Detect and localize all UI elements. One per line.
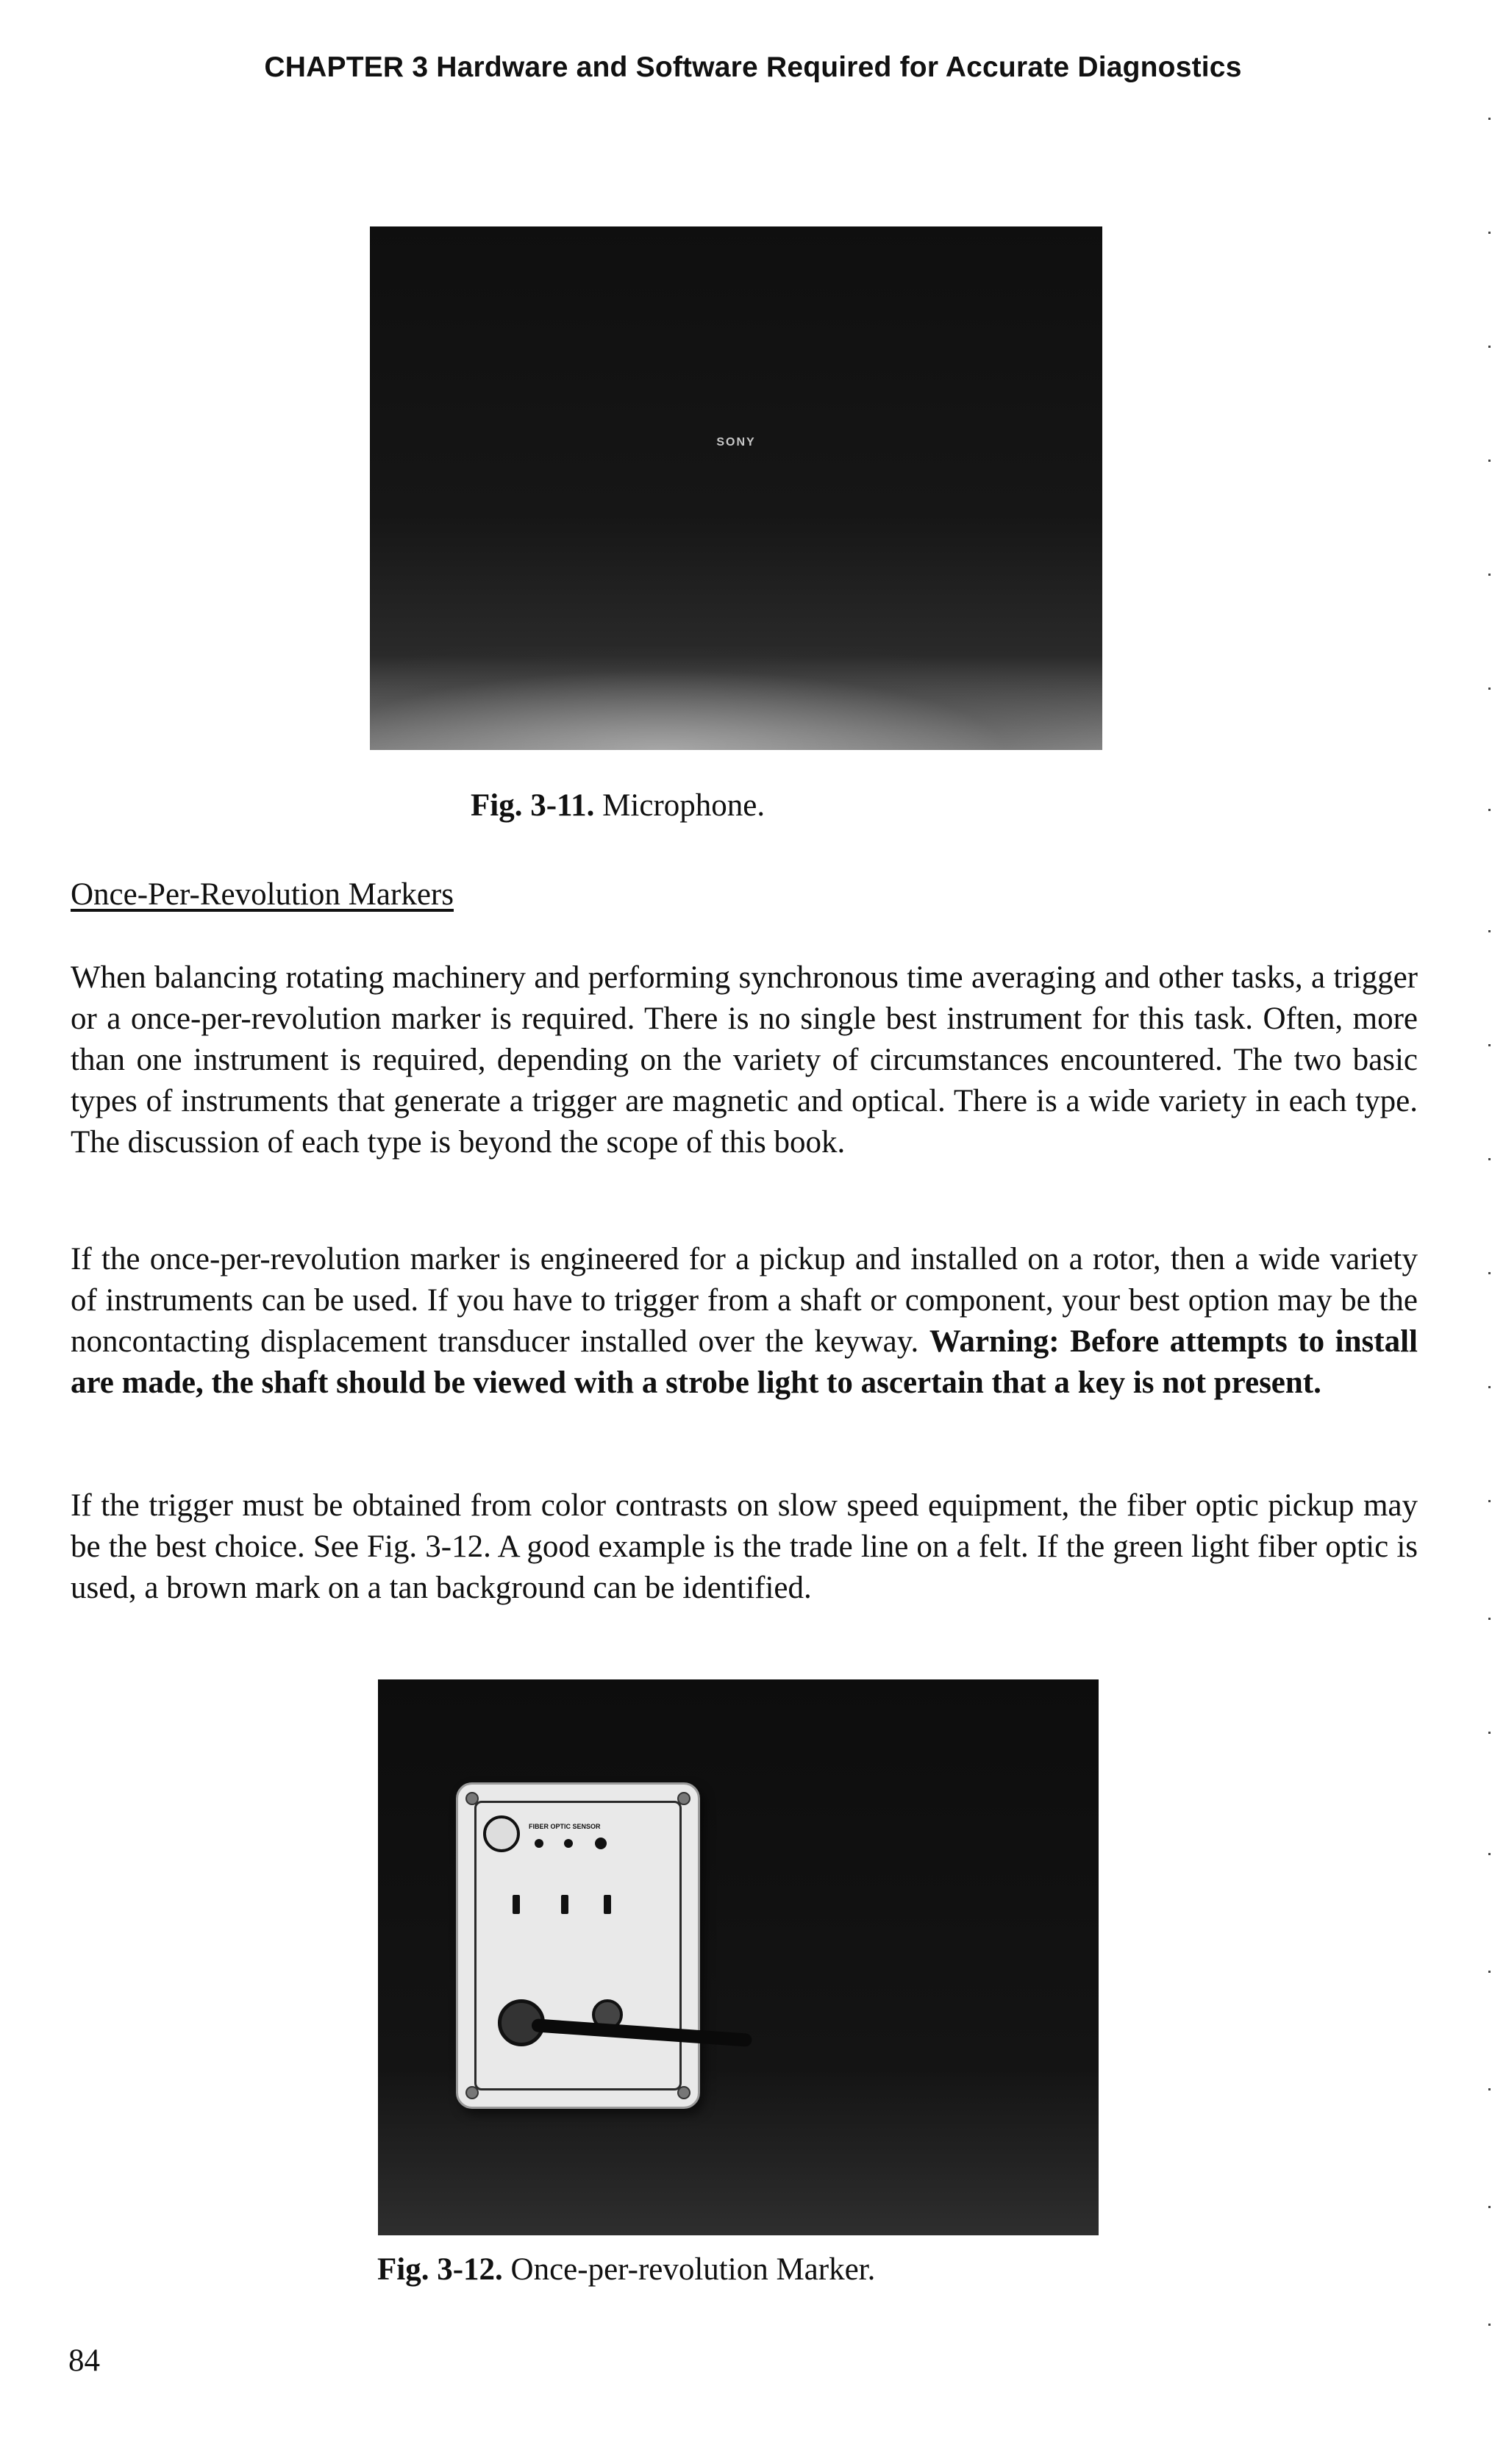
sensor-panel-title: FIBER OPTIC SENSOR <box>529 1823 601 1830</box>
figure-11-caption <box>471 788 765 824</box>
margin-mark <box>1488 1500 1491 1502</box>
sensor-panel <box>456 1782 700 2109</box>
microphone-photo <box>370 226 1102 750</box>
indicator-led-icon <box>564 1839 573 1848</box>
margin-mark <box>1488 346 1491 348</box>
toggle-switch-icon <box>513 1895 520 1914</box>
margin-mark <box>1488 1158 1491 1160</box>
figure-12-caption <box>377 2251 875 2288</box>
screw-icon <box>677 1792 690 1805</box>
paragraph-3: If the trigger must be obtained from color contrasts on slow speed equipment, the fiber optic pickup may be the best choice. See Fig. 3-12. A good example is the trade line on a felt. If the green light fiber optic is used, a brown mark on a tan background can be identified. <box>71 1488 1418 1605</box>
margin-mark <box>1488 1853 1491 1855</box>
indicator-led-icon <box>535 1839 543 1848</box>
fiber-optic-sensor-photo <box>378 1679 1099 2235</box>
figure-12-caption-text: Once-per-revolution Marker. <box>510 2252 876 2287</box>
section-heading: Once-Per-Revolution Markers <box>71 877 454 912</box>
margin-mark <box>1488 1971 1491 1973</box>
screw-icon <box>465 2086 479 2099</box>
photo-brand-label: SONY <box>716 436 756 449</box>
paragraph-2-text: If the once-per-revolution marker is engineered for a pickup and installed on a rotor, then a wide variety of instruments can be used. If you have to trigger from a shaft or component, your best option may be the noncontacting displacement transducer installed over the keyway. <box>71 1242 1418 1359</box>
margin-mark <box>1488 688 1491 690</box>
figure-11-caption-text: Microphone. <box>602 788 766 823</box>
margin-mark <box>1488 809 1491 811</box>
toggle-switch-icon <box>561 1895 568 1914</box>
paragraph-1: When balancing rotating machinery and performing synchronous time averaging and other tasks, a trigger or a once-per-revolution marker is required. There is no single best instrument for this task. Often, more than one instrument is required, depending on the variety of circumstances encountered. The two basic types of instruments that generate a trigger are magnetic and optical. There is a wide variety in each type. The discussion of each type is beyond the scope of this book. <box>71 960 1418 1160</box>
margin-mark <box>1488 574 1491 576</box>
screw-icon <box>465 1792 479 1805</box>
page-number: 84 <box>68 2343 100 2378</box>
paragraph-2-warning: Warning: Before attempts to install are made, the shaft should be viewed with a strobe light to ascertain that a key is not present. <box>71 1324 1418 1400</box>
margin-mark <box>1488 1272 1491 1274</box>
indicator-led-icon <box>595 1838 607 1849</box>
paragraph-2 <box>71 1239 1418 1404</box>
running-head: CHAPTER 3 Hardware and Software Required for Accurate Diagnostics <box>264 51 1242 83</box>
margin-mark <box>1488 2324 1491 2326</box>
margin-mark <box>1488 460 1491 462</box>
photo-glare <box>370 647 1102 750</box>
margin-mark <box>1488 1732 1491 1734</box>
logo-icon <box>483 1815 520 1852</box>
figure-12-caption-label: Fig. 3-12. <box>377 2252 503 2287</box>
margin-mark <box>1488 232 1491 234</box>
toggle-switch-icon <box>604 1895 611 1914</box>
margin-mark <box>1488 1618 1491 1620</box>
screw-icon <box>677 2086 690 2099</box>
figure-11-caption-label: Fig. 3-11. <box>471 788 595 823</box>
margin-mark <box>1488 930 1491 932</box>
margin-mark <box>1488 2206 1491 2208</box>
margin-mark <box>1488 2088 1491 2090</box>
margin-mark <box>1488 1386 1491 1388</box>
margin-mark <box>1488 118 1491 120</box>
margin-mark <box>1488 1044 1491 1046</box>
